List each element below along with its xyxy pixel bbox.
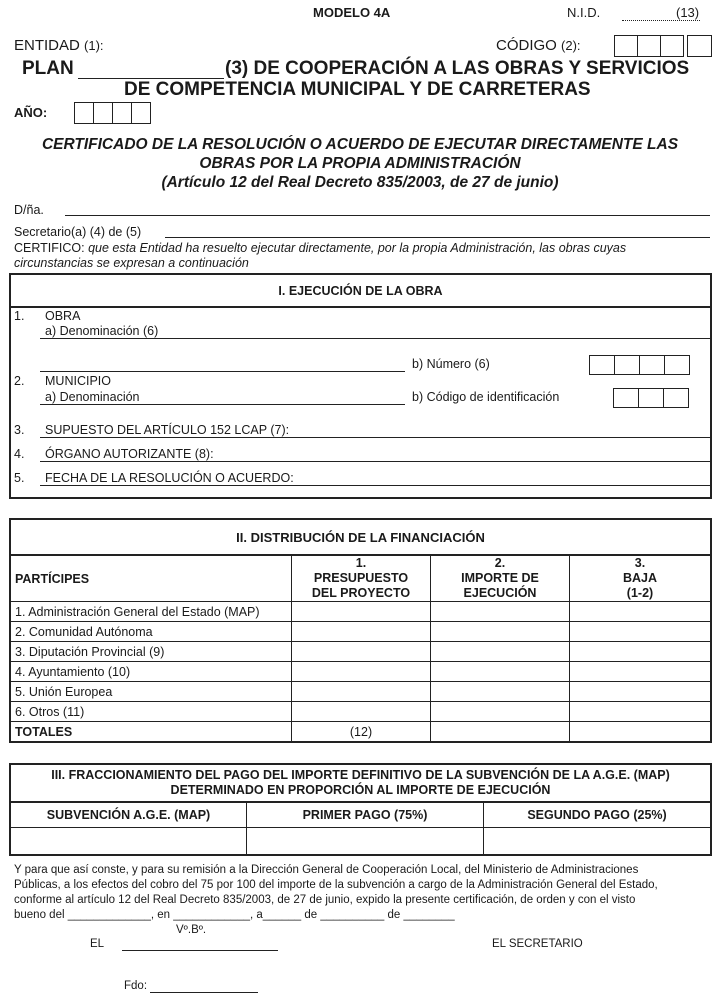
title-line3: (Artículo 12 del Real Decreto 835/2003, de 27 de junio)	[161, 174, 559, 191]
section2-title: II. DISTRIBUCIÓN DE LA FINANCIACIÓN	[10, 519, 711, 555]
table-row: 4. Ayuntamiento (10)	[10, 662, 711, 682]
table-row: 5. Unión Europea	[10, 682, 711, 702]
code-label: CÓDIGO (2):	[496, 37, 581, 54]
municipio-code-boxes[interactable]	[614, 388, 689, 408]
secretary-field[interactable]	[165, 237, 710, 238]
title-line2: OBRAS POR LA PROPIA ADMINISTRACIÓN	[199, 155, 521, 172]
subsidy-value[interactable]	[10, 828, 247, 856]
el-label: EL	[90, 938, 105, 950]
municipio-code-label: b) Código de identificación	[412, 390, 560, 404]
table-row: 1. Administración General del Estado (MAP)	[10, 602, 711, 622]
item5-label: FECHA DE LA RESOLUCIÓN O ACUERDO:	[45, 471, 294, 485]
footer-text-2: Públicas, a los efectos del cobro del 75 por 100 del importe de la subvención a cargo de la Administración General del Estado,	[14, 879, 658, 891]
model-label: MODELO 4A	[313, 5, 391, 20]
footer-text-4: bueno del _____________, en ____________, a______ de __________ de ________	[14, 909, 455, 921]
second-payment-value[interactable]	[484, 828, 712, 856]
second-payment-header: SEGUNDO PAGO (25%)	[484, 802, 712, 828]
dna-label: D/ña.	[14, 203, 44, 217]
nid-ref: (13)	[676, 5, 700, 20]
participants-header: PARTÍCIPES	[10, 555, 292, 602]
plan-line2: DE COMPETENCIA MUNICIPAL Y DE CARRETERAS	[124, 79, 591, 100]
item4-number: 4.	[14, 447, 25, 461]
budget-header: 1. PRESUPUESTO DEL PROYECTO	[292, 555, 431, 602]
obra-denomination-label: a) Denominación (6)	[45, 324, 159, 338]
table-row: 6. Otros (11)	[10, 702, 711, 722]
section1-title: I. EJECUCIÓN DE LA OBRA	[278, 284, 443, 298]
item3-number: 3.	[14, 423, 25, 437]
item5-field[interactable]	[40, 485, 710, 486]
signature-field[interactable]	[150, 992, 258, 993]
item3-field[interactable]	[40, 437, 710, 438]
item5-number: 5.	[14, 471, 25, 485]
signature-label: Fdo:	[124, 980, 148, 992]
year-label: AÑO:	[14, 105, 48, 120]
code-box-extra[interactable]	[688, 35, 712, 57]
subsidy-header: SUBVENCIÓN A.G.E. (MAP)	[10, 802, 247, 828]
certify-text: CERTIFICO: que esta Entidad ha resuelto ejecutar directamente, por la propia Administración, las obras cuyas	[14, 241, 627, 255]
item1-number: 1.	[14, 309, 25, 323]
nid-label: N.I.D.	[567, 5, 601, 20]
table-row: 2. Comunidad Autónoma	[10, 622, 711, 642]
secretary-sign-label: EL SECRETARIO	[492, 938, 583, 950]
financing-table	[9, 518, 712, 743]
el-field[interactable]	[122, 950, 278, 951]
totals-row: TOTALES (12)	[10, 722, 711, 743]
entity-label: ENTIDAD (1):	[14, 37, 104, 54]
municipio-label: MUNICIPIO	[45, 374, 111, 388]
obra-denomination-field[interactable]	[40, 338, 710, 339]
secretary-label: Secretario(a) (4) de (5)	[14, 225, 142, 239]
municipio-denomination-label: a) Denominación	[45, 390, 140, 404]
obra-label: OBRA	[45, 309, 81, 323]
footer-text-1: Y para que así conste, y para su remisión a la Dirección General de Cooperación Local, del Ministerio de Administraciones	[14, 864, 639, 876]
item4-field[interactable]	[40, 461, 710, 462]
discount-header: 3. BAJA (1-2)	[570, 555, 712, 602]
section-divider	[9, 306, 712, 308]
obra-number-boxes[interactable]	[590, 355, 690, 375]
first-payment-header: PRIMER PAGO (75%)	[247, 802, 484, 828]
plan-line1: (3) DE COOPERACIÓN A LAS OBRAS Y SERVICIOS	[225, 58, 690, 79]
approval-label: Vº.Bº.	[176, 924, 207, 936]
first-payment-value[interactable]	[247, 828, 484, 856]
footer-text-3: conforme al artículo 12 del Real Decreto 835/2003, de 27 de junio, expido la presente certificación, de orden y con el visto	[14, 894, 636, 906]
year-boxes[interactable]	[75, 102, 151, 124]
table-row: 3. Diputación Provincial (9)	[10, 642, 711, 662]
item2-number: 2.	[14, 374, 25, 388]
execution-amount-header: 2. IMPORTE DE EJECUCIÓN	[431, 555, 570, 602]
item3-label: SUPUESTO DEL ARTÍCULO 152 LCAP (7):	[45, 423, 290, 437]
municipio-denomination-field[interactable]	[40, 404, 405, 405]
item4-label: ÓRGANO AUTORIZANTE (8):	[45, 447, 214, 461]
obra-denomination-field-2[interactable]	[40, 371, 405, 372]
plan-prefix: PLAN	[22, 58, 74, 79]
certify-text2: circunstancias se expresan a continuación	[14, 256, 249, 270]
dna-field[interactable]	[65, 215, 710, 216]
code-boxes[interactable]	[615, 35, 684, 57]
title-line1: CERTIFICADO DE LA RESOLUCIÓN O ACUERDO DE EJECUTAR DIRECTAMENTE LAS	[41, 136, 679, 153]
section3-title: III. FRACCIONAMIENTO DEL PAGO DEL IMPORTE DEFINITIVO DE LA SUBVENCIÓN DE LA A.G.E. (MAP) DETERMINADO EN PROPORCIÓN AL IMPORTE DE EJECUCIÓN	[10, 764, 711, 802]
obra-number-label: b) Número (6)	[412, 357, 490, 371]
payment-split-table	[9, 763, 712, 856]
